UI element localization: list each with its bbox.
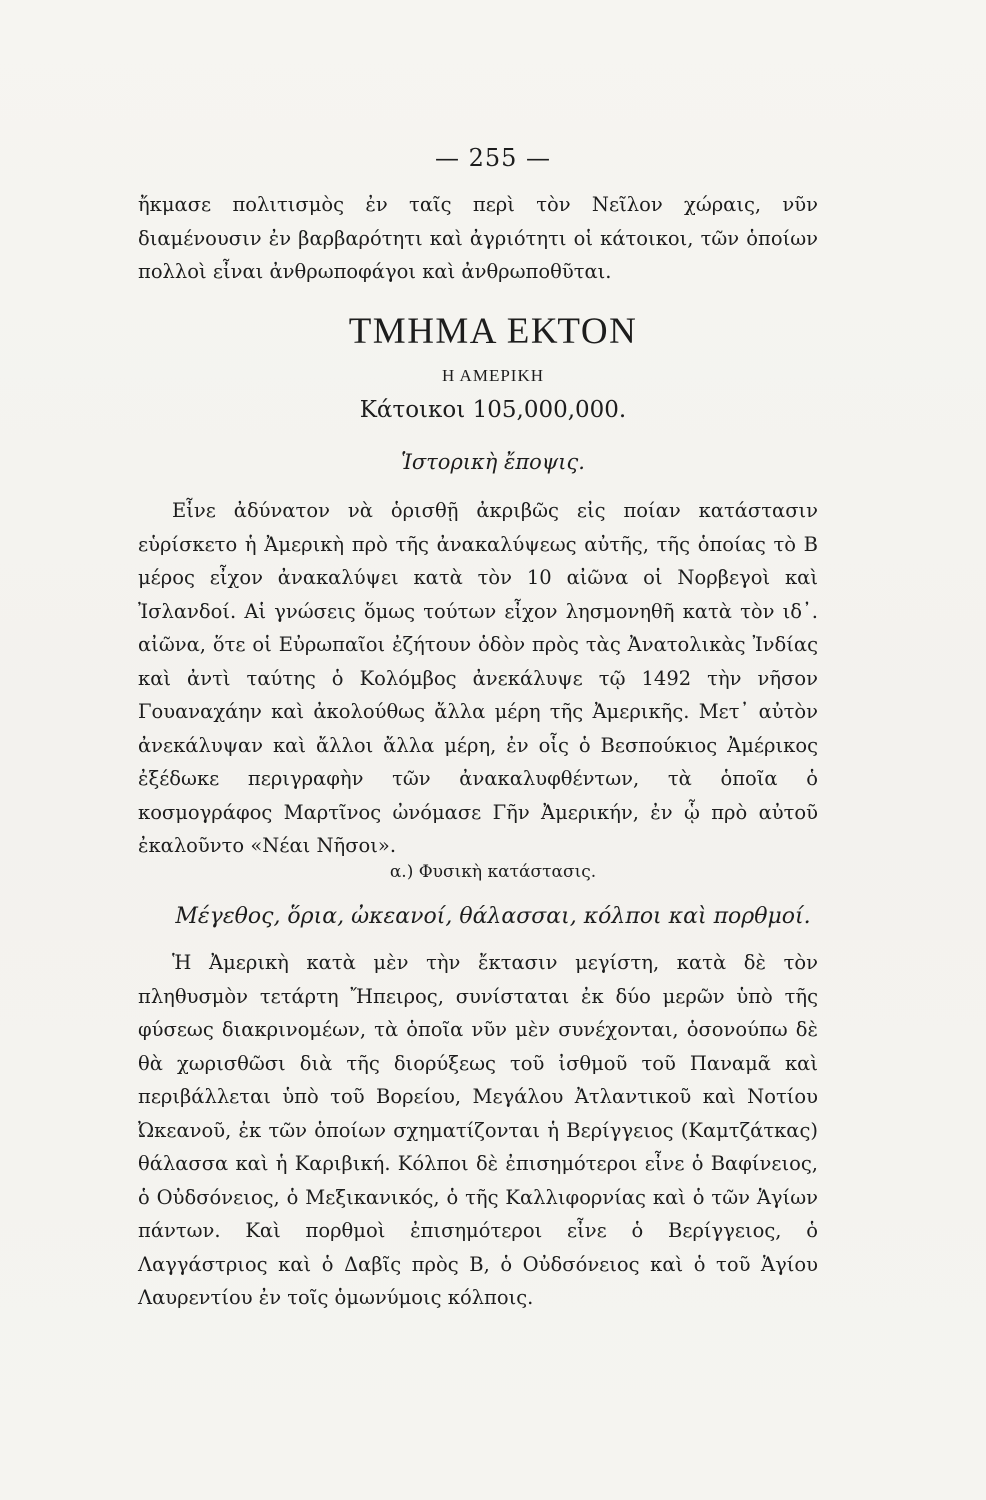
intro-text: ἤκμασε πολιτισμὸς ἐν ταῖς περὶ τὸν Νεῖλον χώραις, νῦν διαμένουσιν ἐν βαρβαρότητι καὶ ἀγριότητι οἱ κάτοικοι, τῶν ὁποίων πολλοὶ εἶναι ἀνθρωποφάγοι καὶ ἀνθρωποθῦται.: [138, 193, 818, 283]
continent-heading: Η ΑΜΕΡΙΚΗ: [441, 366, 545, 385]
history-text: Εἶνε ἀδύνατον νὰ ὁρισθῇ ἀκριβῶς εἰς ποίαν κατάστασιν εὑρίσκετο ἡ Ἀμερικὴ πρὸ τῆς ἀνακαλύψεως αὐτῆς, τῆς ὁποίας τὸ Β μέρος εἶχον ἀνακαλύψει κατὰ τὸν 10 αἰῶνα οἱ Νορβεγοὶ καὶ Ἰσλανδοί. Αἱ γνώσεις ὅμως τούτων εἶχον λησμονηθῆ κατὰ τὸν ιδ᾽. αἰῶνα, ὅτε οἱ Εὐρωπαῖοι ἐζήτουν ὁδὸν πρὸς τὰς Ἀνατολικὰς Ἰνδίας καὶ ἀντὶ ταύτης ὁ Κολόμβος ἀνεκάλυψε τῷ 1492 τὴν νῆσον Γουαναχάην καὶ ἀκολούθως ἄλλα μέρη τῆς Ἀμερικῆς. Μετ᾽ αὐτὸν ἀνεκάλυψαν καὶ ἄλλοι ἄλλα μέρη, ἐν οἷς ὁ Βεσπούκιος Ἀμέρικος ἐξέδωκε περιγραφὴν τῶν ἀνακαλυφθέντων, τὰ ὁποῖα ὁ κοσμογράφος Μαρτῖνος ὠνόμασε Γῆν Ἀμερικήν, ἐν ᾧ πρὸ αὐτοῦ ἐκαλοῦντο «Νέαι Νῆσοι».: [138, 499, 818, 857]
physical-subheading: Μέγεθος, ὅρια, ὠκεανοί, θάλασσαι, κόλποι καὶ πορθμοί.: [175, 904, 811, 929]
history-paragraph: [138, 494, 818, 863]
intro-paragraph: [138, 188, 818, 289]
section-title: ΤΜΗΜΑ ΕΚΤΟΝ: [348, 311, 638, 352]
page-number: — 255 —: [434, 144, 552, 172]
population-line: Κάτοικοι 105,000,000.: [359, 397, 627, 423]
physical-paragraph: [138, 946, 818, 1315]
history-heading: Ἱστορικὴ ἔποψις.: [401, 450, 585, 474]
physical-text: Ἡ Ἀμερικὴ κατὰ μὲν τὴν ἔκτασιν μεγίστη, κατὰ δὲ τὸν πληθυσμὸν τετάρτη Ἤπειρος, συνίσταται ἐκ δύο μερῶν ὑπὸ τῆς φύσεως διακρινομέων, τὰ ὁποῖα νῦν μὲν συνέχονται, ὁσονούπω δὲ θὰ χωρισθῶσι διὰ τῆς διορύξεως τοῦ ἰσθμοῦ τοῦ Παναμᾶ καὶ περιβάλλεται ὑπὸ τοῦ Βορείου, Μεγάλου Ἀτλαντικοῦ καὶ Νοτίου Ὠκεανοῦ, ἐκ τῶν ὁποίων σχηματίζονται ἡ Βερίγγειος (Καμτζάτκας) θάλασσα καὶ ἡ Καριβική. Κόλποι δὲ ἐπισημότεροι εἶνε ὁ Βαφίνειος, ὁ Οὐδσόνειος, ὁ Μεξικανικός, ὁ τῆς Καλλιφορνίας καὶ ὁ τῶν Ἁγίων πάντων. Καὶ πορθμοὶ ἐπισημότεροι εἶνε ὁ Βερίγγειος, ὁ Λαγγάστριος καὶ ὁ Δαβῖς πρὸς Β, ὁ Οὐδσόνειος καὶ ὁ τοῦ Ἁγίου Λαυρεντίου ἐν τοῖς ὁμωνύμοις κόλποις.: [138, 951, 818, 1309]
physical-heading: α.) Φυσικὴ κατάστασις.: [389, 862, 597, 882]
